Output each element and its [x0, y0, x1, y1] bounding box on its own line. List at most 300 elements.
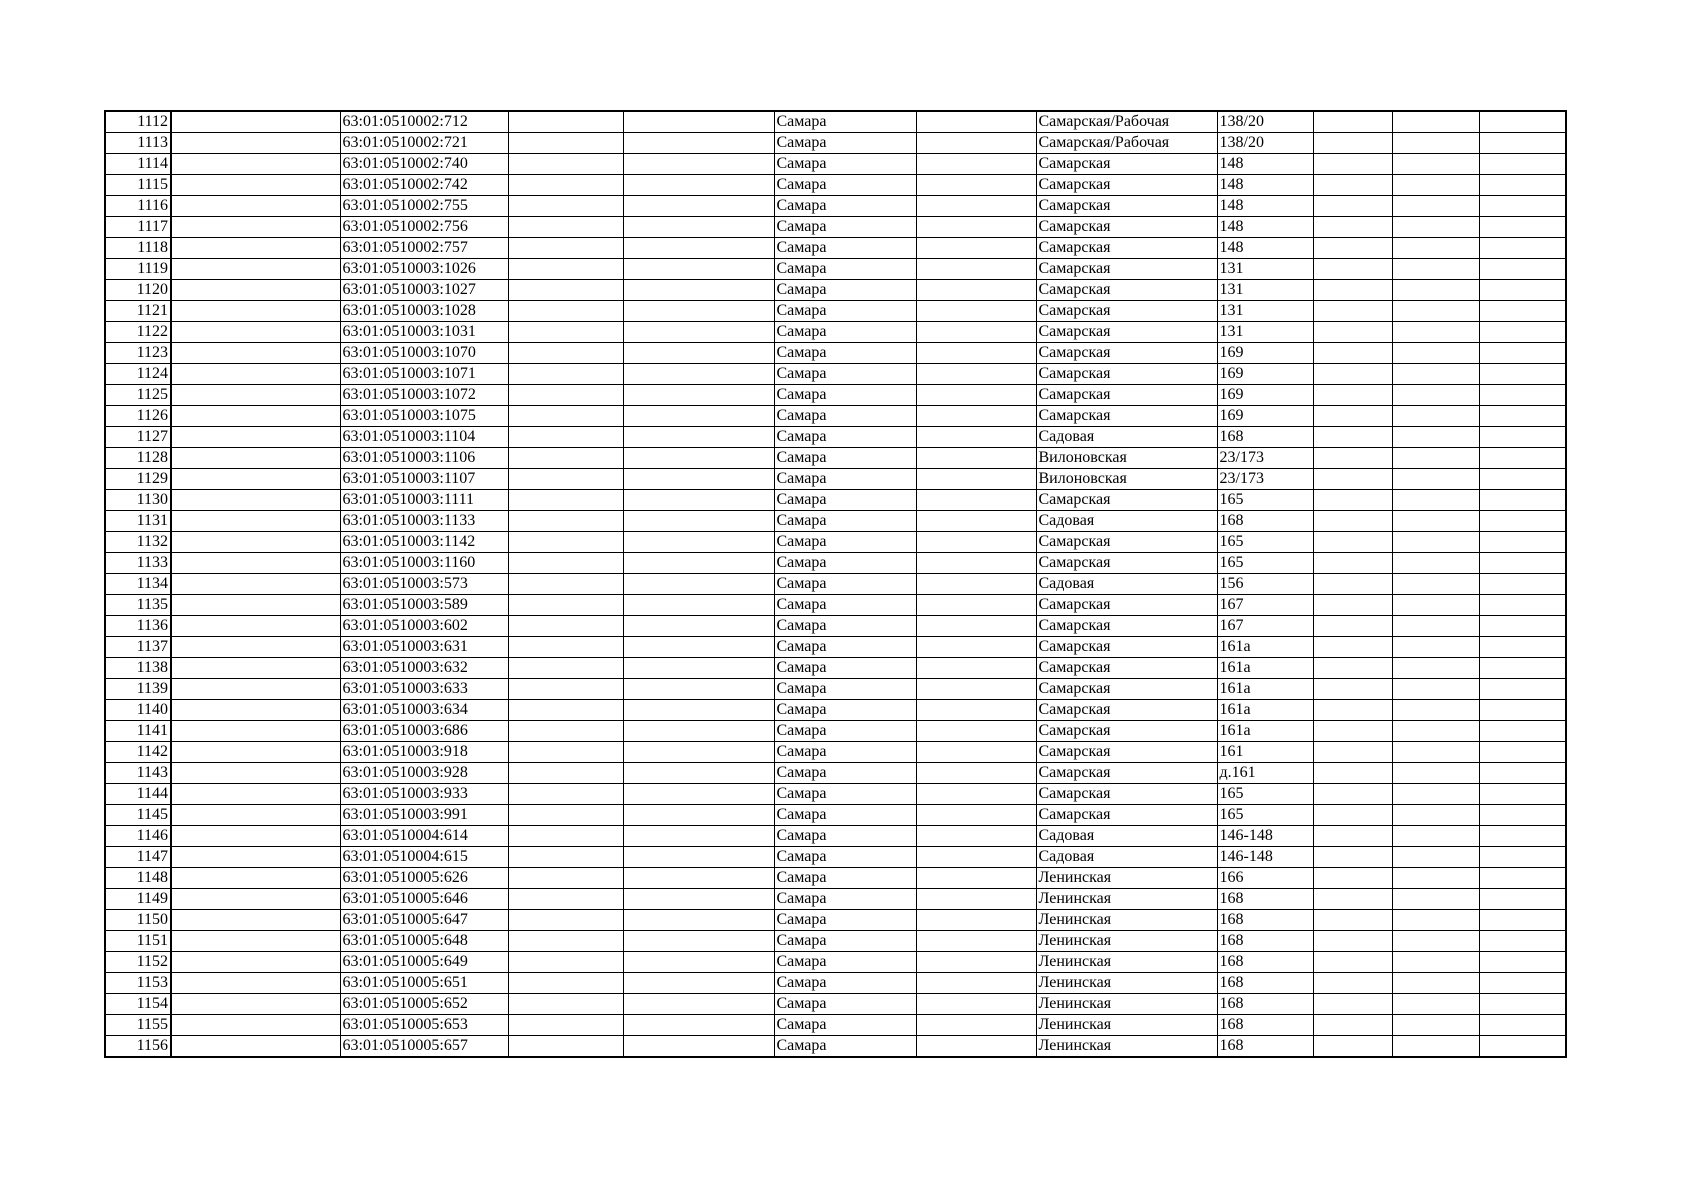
empty-cell: [1479, 700, 1566, 721]
street-cell: Самарская: [1036, 301, 1217, 322]
street-cell: Садовая: [1036, 826, 1217, 847]
empty-cell: [171, 679, 340, 700]
table-row: [105, 238, 1566, 259]
street-cell: Ленинская: [1036, 1036, 1217, 1058]
cadastral-number-cell: 63:01:0510003:1107: [340, 469, 508, 490]
empty-cell: [1392, 658, 1479, 679]
empty-cell: [623, 427, 774, 448]
empty-cell: [508, 364, 623, 385]
cadastral-number-cell: 63:01:0510003:1028: [340, 301, 508, 322]
table-row: [105, 511, 1566, 532]
house-number-cell: 161а: [1217, 679, 1313, 700]
empty-cell: [1479, 322, 1566, 343]
city-cell: Самара: [774, 637, 916, 658]
house-number-cell: 168: [1217, 511, 1313, 532]
empty-cell: [1313, 532, 1392, 553]
empty-cell: [623, 700, 774, 721]
city-cell: Самара: [774, 700, 916, 721]
table-row: [105, 259, 1566, 280]
street-cell: Садовая: [1036, 511, 1217, 532]
empty-cell: [623, 889, 774, 910]
cadastral-number-cell: 63:01:0510005:651: [340, 973, 508, 994]
empty-cell: [1313, 259, 1392, 280]
table-row: [105, 826, 1566, 847]
city-cell: Самара: [774, 343, 916, 364]
empty-cell: [1313, 784, 1392, 805]
empty-cell: [623, 784, 774, 805]
empty-cell: [508, 616, 623, 637]
empty-cell: [623, 1015, 774, 1036]
city-cell: Самара: [774, 595, 916, 616]
empty-cell: [171, 280, 340, 301]
empty-cell: [171, 784, 340, 805]
empty-cell: [1479, 175, 1566, 196]
empty-cell: [916, 889, 1036, 910]
row-number-cell: 1155: [105, 1015, 171, 1036]
cadastral-number-cell: 63:01:0510003:933: [340, 784, 508, 805]
empty-cell: [623, 637, 774, 658]
street-cell: Ленинская: [1036, 1015, 1217, 1036]
empty-cell: [916, 826, 1036, 847]
empty-cell: [508, 910, 623, 931]
empty-cell: [916, 658, 1036, 679]
house-number-cell: 131: [1217, 259, 1313, 280]
city-cell: Самара: [774, 448, 916, 469]
empty-cell: [1479, 301, 1566, 322]
empty-cell: [1392, 238, 1479, 259]
empty-cell: [1479, 763, 1566, 784]
row-number-cell: 1133: [105, 553, 171, 574]
empty-cell: [508, 175, 623, 196]
street-cell: Самарская: [1036, 238, 1217, 259]
street-cell: Самарская: [1036, 637, 1217, 658]
empty-cell: [916, 490, 1036, 511]
row-number-cell: 1123: [105, 343, 171, 364]
street-cell: Самарская: [1036, 805, 1217, 826]
empty-cell: [171, 994, 340, 1015]
row-number-cell: 1143: [105, 763, 171, 784]
empty-cell: [623, 973, 774, 994]
empty-cell: [623, 301, 774, 322]
city-cell: Самара: [774, 175, 916, 196]
row-number-cell: 1154: [105, 994, 171, 1015]
empty-cell: [171, 910, 340, 931]
empty-cell: [1479, 406, 1566, 427]
empty-cell: [623, 931, 774, 952]
empty-cell: [1313, 952, 1392, 973]
empty-cell: [171, 574, 340, 595]
empty-cell: [623, 763, 774, 784]
cadastral-number-cell: 63:01:0510003:928: [340, 763, 508, 784]
empty-cell: [623, 721, 774, 742]
empty-cell: [1313, 742, 1392, 763]
house-number-cell: 168: [1217, 973, 1313, 994]
empty-cell: [916, 994, 1036, 1015]
table-row: [105, 616, 1566, 637]
empty-cell: [916, 742, 1036, 763]
empty-cell: [508, 238, 623, 259]
empty-cell: [1313, 511, 1392, 532]
empty-cell: [171, 406, 340, 427]
table-row: [105, 111, 1566, 133]
street-cell: Самарская: [1036, 763, 1217, 784]
row-number-cell: 1116: [105, 196, 171, 217]
empty-cell: [171, 931, 340, 952]
empty-cell: [1313, 217, 1392, 238]
row-number-cell: 1141: [105, 721, 171, 742]
cadastral-number-cell: 63:01:0510005:657: [340, 1036, 508, 1058]
empty-cell: [1313, 175, 1392, 196]
empty-cell: [1392, 1036, 1479, 1058]
empty-cell: [171, 490, 340, 511]
empty-cell: [1479, 511, 1566, 532]
street-cell: Самарская/Рабочая: [1036, 111, 1217, 133]
cadastral-number-cell: 63:01:0510003:1142: [340, 532, 508, 553]
table-row: [105, 301, 1566, 322]
empty-cell: [508, 994, 623, 1015]
city-cell: Самара: [774, 490, 916, 511]
empty-cell: [916, 364, 1036, 385]
city-cell: Самара: [774, 721, 916, 742]
street-cell: Самарская: [1036, 406, 1217, 427]
row-number-cell: 1153: [105, 973, 171, 994]
cadastral-number-cell: 63:01:0510003:1027: [340, 280, 508, 301]
row-number-cell: 1114: [105, 154, 171, 175]
empty-cell: [1479, 532, 1566, 553]
house-number-cell: 148: [1217, 154, 1313, 175]
empty-cell: [508, 826, 623, 847]
row-number-cell: 1130: [105, 490, 171, 511]
empty-cell: [1479, 784, 1566, 805]
house-number-cell: 165: [1217, 490, 1313, 511]
house-number-cell: 167: [1217, 595, 1313, 616]
empty-cell: [916, 679, 1036, 700]
table-row: [105, 700, 1566, 721]
cadastral-number-cell: 63:01:0510003:1071: [340, 364, 508, 385]
empty-cell: [508, 700, 623, 721]
empty-cell: [916, 763, 1036, 784]
house-number-cell: 131: [1217, 280, 1313, 301]
empty-cell: [1479, 805, 1566, 826]
street-cell: Самарская: [1036, 175, 1217, 196]
cadastral-number-cell: 63:01:0510005:646: [340, 889, 508, 910]
table-row: [105, 679, 1566, 700]
empty-cell: [508, 553, 623, 574]
empty-cell: [1479, 595, 1566, 616]
table-row: [105, 322, 1566, 343]
empty-cell: [508, 889, 623, 910]
table-row: [105, 784, 1566, 805]
empty-cell: [508, 301, 623, 322]
city-cell: Самара: [774, 322, 916, 343]
empty-cell: [1479, 1015, 1566, 1036]
empty-cell: [508, 574, 623, 595]
table-row: [105, 910, 1566, 931]
empty-cell: [1313, 133, 1392, 154]
street-cell: Ленинская: [1036, 868, 1217, 889]
street-cell: Самарская: [1036, 553, 1217, 574]
empty-cell: [1392, 700, 1479, 721]
cadastral-number-cell: 63:01:0510005:648: [340, 931, 508, 952]
empty-cell: [508, 742, 623, 763]
street-cell: Ленинская: [1036, 931, 1217, 952]
empty-cell: [1313, 574, 1392, 595]
empty-cell: [508, 1036, 623, 1058]
table-row: [105, 385, 1566, 406]
house-number-cell: 161: [1217, 742, 1313, 763]
street-cell: Самарская: [1036, 364, 1217, 385]
empty-cell: [1313, 1015, 1392, 1036]
empty-cell: [1313, 847, 1392, 868]
empty-cell: [1479, 427, 1566, 448]
empty-cell: [508, 427, 623, 448]
empty-cell: [171, 217, 340, 238]
empty-cell: [1392, 280, 1479, 301]
empty-cell: [1479, 1036, 1566, 1058]
row-number-cell: 1134: [105, 574, 171, 595]
house-number-cell: 168: [1217, 1036, 1313, 1058]
empty-cell: [508, 637, 623, 658]
empty-cell: [171, 700, 340, 721]
row-number-cell: 1139: [105, 679, 171, 700]
empty-cell: [623, 196, 774, 217]
empty-cell: [623, 406, 774, 427]
table-row: [105, 721, 1566, 742]
row-number-cell: 1120: [105, 280, 171, 301]
empty-cell: [1313, 322, 1392, 343]
empty-cell: [623, 175, 774, 196]
empty-cell: [508, 196, 623, 217]
city-cell: Самара: [774, 910, 916, 931]
row-number-cell: 1119: [105, 259, 171, 280]
row-number-cell: 1156: [105, 1036, 171, 1058]
empty-cell: [1313, 805, 1392, 826]
empty-cell: [1479, 259, 1566, 280]
empty-cell: [1313, 469, 1392, 490]
empty-cell: [623, 910, 774, 931]
empty-cell: [623, 111, 774, 133]
cadastral-number-cell: 63:01:0510002:712: [340, 111, 508, 133]
empty-cell: [1313, 721, 1392, 742]
empty-cell: [1313, 658, 1392, 679]
cadastral-number-cell: 63:01:0510003:1026: [340, 259, 508, 280]
cadastral-number-cell: 63:01:0510003:686: [340, 721, 508, 742]
empty-cell: [508, 595, 623, 616]
empty-cell: [623, 448, 774, 469]
empty-cell: [1392, 742, 1479, 763]
empty-cell: [623, 259, 774, 280]
table-row: [105, 406, 1566, 427]
empty-cell: [508, 322, 623, 343]
empty-cell: [623, 595, 774, 616]
street-cell: Самарская: [1036, 490, 1217, 511]
empty-cell: [1392, 532, 1479, 553]
row-number-cell: 1126: [105, 406, 171, 427]
empty-cell: [623, 553, 774, 574]
empty-cell: [1479, 343, 1566, 364]
row-number-cell: 1147: [105, 847, 171, 868]
cadastral-number-cell: 63:01:0510002:755: [340, 196, 508, 217]
empty-cell: [508, 952, 623, 973]
empty-cell: [916, 847, 1036, 868]
table-row: [105, 532, 1566, 553]
street-cell: Вилоновская: [1036, 469, 1217, 490]
empty-cell: [916, 868, 1036, 889]
cadastral-number-cell: 63:01:0510003:633: [340, 679, 508, 700]
empty-cell: [1479, 721, 1566, 742]
empty-cell: [1392, 343, 1479, 364]
empty-cell: [171, 826, 340, 847]
empty-cell: [508, 532, 623, 553]
empty-cell: [1392, 574, 1479, 595]
empty-cell: [508, 973, 623, 994]
table-row: [105, 574, 1566, 595]
empty-cell: [1479, 364, 1566, 385]
empty-cell: [1479, 490, 1566, 511]
empty-cell: [916, 721, 1036, 742]
empty-cell: [508, 448, 623, 469]
empty-cell: [623, 322, 774, 343]
street-cell: Садовая: [1036, 847, 1217, 868]
cadastral-number-cell: 63:01:0510003:1133: [340, 511, 508, 532]
empty-cell: [508, 784, 623, 805]
empty-cell: [508, 280, 623, 301]
row-number-cell: 1142: [105, 742, 171, 763]
empty-cell: [171, 154, 340, 175]
empty-cell: [1392, 805, 1479, 826]
table-row: [105, 868, 1566, 889]
empty-cell: [171, 343, 340, 364]
cadastral-number-cell: 63:01:0510005:653: [340, 1015, 508, 1036]
city-cell: Самара: [774, 217, 916, 238]
row-number-cell: 1148: [105, 868, 171, 889]
cadastral-number-cell: 63:01:0510003:1072: [340, 385, 508, 406]
table-row: [105, 1036, 1566, 1058]
city-cell: Самара: [774, 301, 916, 322]
empty-cell: [623, 826, 774, 847]
empty-cell: [916, 910, 1036, 931]
empty-cell: [623, 217, 774, 238]
empty-cell: [171, 847, 340, 868]
empty-cell: [508, 343, 623, 364]
cadastral-number-cell: 63:01:0510003:1070: [340, 343, 508, 364]
empty-cell: [171, 238, 340, 259]
city-cell: Самара: [774, 994, 916, 1015]
empty-cell: [1313, 238, 1392, 259]
house-number-cell: 23/173: [1217, 469, 1313, 490]
row-number-cell: 1122: [105, 322, 171, 343]
city-cell: Самара: [774, 868, 916, 889]
cadastral-number-cell: 63:01:0510003:602: [340, 616, 508, 637]
house-number-cell: 161а: [1217, 700, 1313, 721]
table-row: [105, 364, 1566, 385]
street-cell: Самарская: [1036, 700, 1217, 721]
empty-cell: [1313, 700, 1392, 721]
empty-cell: [1479, 658, 1566, 679]
house-number-cell: 169: [1217, 343, 1313, 364]
empty-cell: [508, 469, 623, 490]
empty-cell: [916, 406, 1036, 427]
street-cell: Самарская: [1036, 658, 1217, 679]
table-row: [105, 175, 1566, 196]
empty-cell: [1479, 448, 1566, 469]
empty-cell: [623, 742, 774, 763]
city-cell: Самара: [774, 847, 916, 868]
empty-cell: [916, 301, 1036, 322]
empty-cell: [1479, 889, 1566, 910]
table-row: [105, 994, 1566, 1015]
empty-cell: [1392, 1015, 1479, 1036]
empty-cell: [916, 448, 1036, 469]
empty-cell: [1392, 511, 1479, 532]
empty-cell: [1313, 111, 1392, 133]
empty-cell: [171, 196, 340, 217]
street-cell: Садовая: [1036, 427, 1217, 448]
row-number-cell: 1112: [105, 111, 171, 133]
empty-cell: [171, 637, 340, 658]
table-row: [105, 742, 1566, 763]
empty-cell: [1392, 448, 1479, 469]
table-row: [105, 1015, 1566, 1036]
city-cell: Самара: [774, 1015, 916, 1036]
row-number-cell: 1137: [105, 637, 171, 658]
empty-cell: [1313, 448, 1392, 469]
empty-cell: [1313, 868, 1392, 889]
cadastral-number-cell: 63:01:0510002:742: [340, 175, 508, 196]
empty-cell: [1392, 469, 1479, 490]
house-number-cell: 156: [1217, 574, 1313, 595]
empty-cell: [916, 1015, 1036, 1036]
street-cell: Самарская: [1036, 385, 1217, 406]
city-cell: Самара: [774, 763, 916, 784]
empty-cell: [1313, 553, 1392, 574]
city-cell: Самара: [774, 427, 916, 448]
empty-cell: [916, 111, 1036, 133]
empty-cell: [623, 616, 774, 637]
empty-cell: [1313, 994, 1392, 1015]
street-cell: Самарская: [1036, 280, 1217, 301]
table-row: [105, 448, 1566, 469]
house-number-cell: 168: [1217, 952, 1313, 973]
empty-cell: [1392, 637, 1479, 658]
empty-cell: [916, 259, 1036, 280]
empty-cell: [1392, 133, 1479, 154]
empty-cell: [508, 931, 623, 952]
empty-cell: [623, 658, 774, 679]
empty-cell: [171, 427, 340, 448]
empty-cell: [1392, 889, 1479, 910]
empty-cell: [171, 301, 340, 322]
empty-cell: [171, 111, 340, 133]
row-number-cell: 1140: [105, 700, 171, 721]
empty-cell: [1479, 826, 1566, 847]
city-cell: Самара: [774, 805, 916, 826]
empty-cell: [171, 1036, 340, 1058]
table-row: [105, 973, 1566, 994]
house-number-cell: 23/173: [1217, 448, 1313, 469]
empty-cell: [623, 952, 774, 973]
city-cell: Самара: [774, 469, 916, 490]
row-number-cell: 1124: [105, 364, 171, 385]
empty-cell: [508, 763, 623, 784]
street-cell: Самарская: [1036, 616, 1217, 637]
empty-cell: [623, 154, 774, 175]
empty-cell: [1313, 406, 1392, 427]
empty-cell: [1392, 385, 1479, 406]
empty-cell: [916, 427, 1036, 448]
empty-cell: [171, 175, 340, 196]
empty-cell: [1479, 154, 1566, 175]
